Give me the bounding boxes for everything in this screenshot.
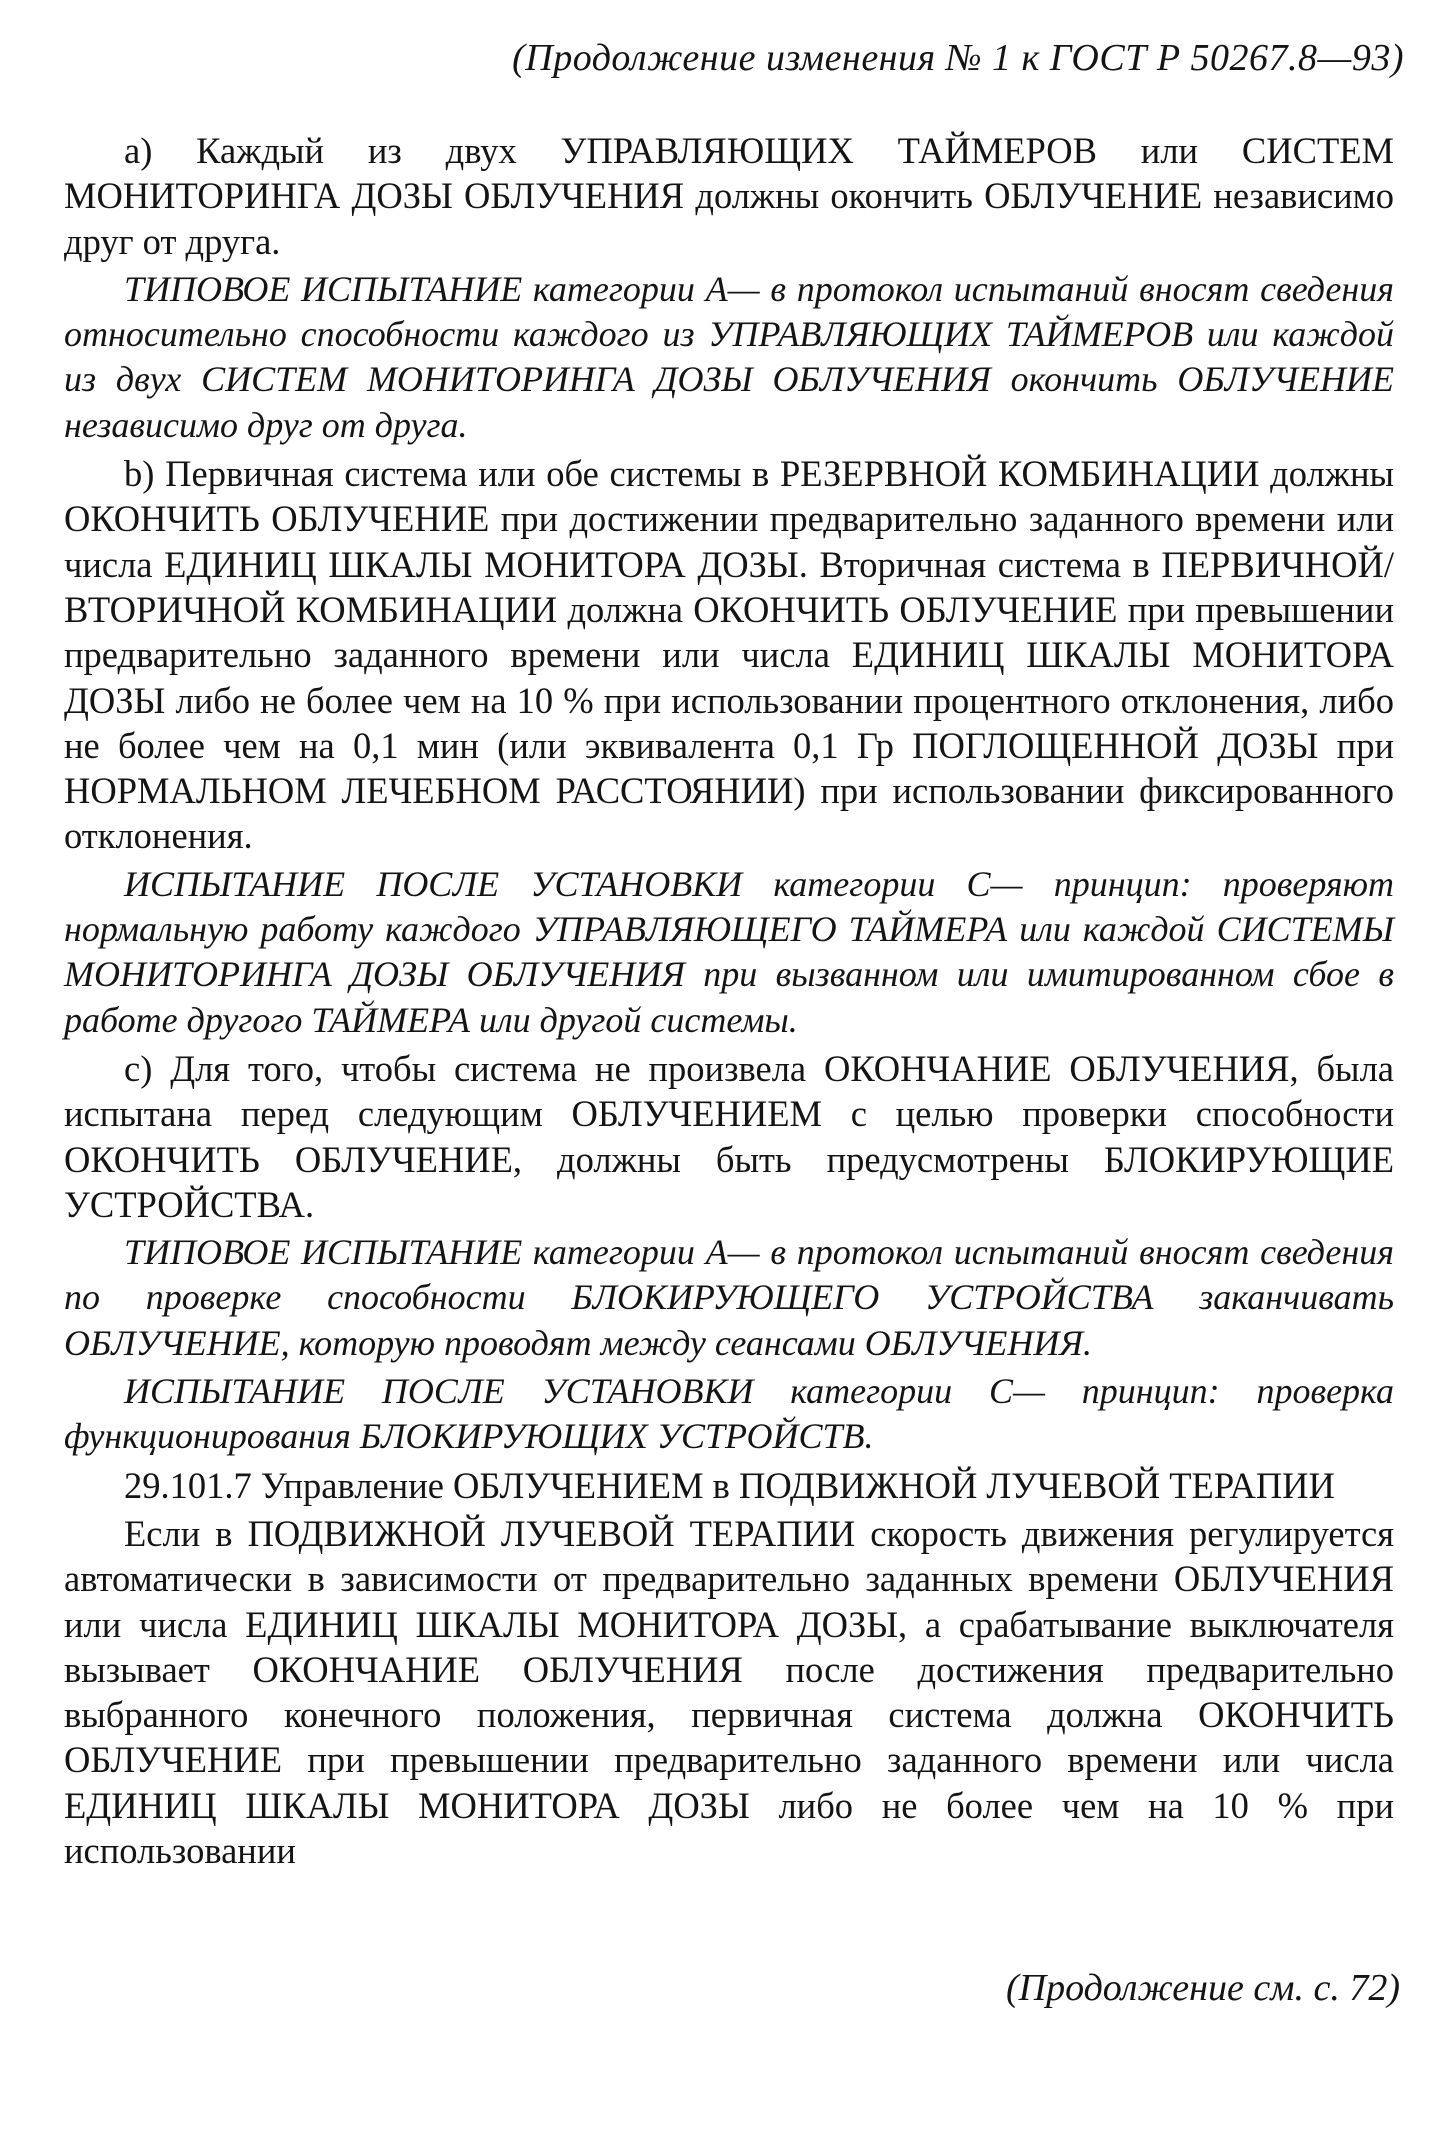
page-header-continuation: (Продолжение изменения № 1 к ГОСТ Р 50267.8—93) <box>512 37 1404 79</box>
paragraph-a: а) Каждый из двух УПРАВЛЯЮЩИХ ТАЙМЕРОВ или СИСТЕМ МОНИТОРИНГА ДОЗЫ ОБЛУЧЕНИЯ должны окончить ОБЛУЧЕНИЕ независимо друг от друга. <box>64 130 1394 262</box>
page-footer-continuation: (Продолжение см. с. 72) <box>1005 1967 1400 2009</box>
type-test-note-a: ТИПОВОЕ ИСПЫТАНИЕ категории А— в протокол испытаний вносят сведения относительно способности каждого из УПРАВЛЯЮЩИХ ТАЙМЕРОВ или каждой из двух СИСТЕМ МОНИТОРИНГА ДОЗЫ ОБЛУЧЕНИЯ окончить ОБЛУЧЕНИЕ независимо друг от друга. <box>64 268 1394 445</box>
paragraph-moving-therapy: Если в ПОДВИЖНОЙ ЛУЧЕВОЙ ТЕРАПИИ скорость движения регулируется автоматически в зависимости от предварительно заданных времени ОБЛУЧЕНИЯ или числа ЕДИНИЦ ШКАЛЫ МОНИТОРА ДОЗЫ, а срабатывание выключателя вызывает ОКОНЧАНИЕ ОБЛУЧЕНИЯ после достижения предварительно выбранного конечного положения, первичная система должна ОКОНЧИТЬ ОБЛУЧЕНИЕ при превышении предварительно заданного времени или числа ЕДИНИЦ ШКАЛЫ МОНИТОРА ДОЗЫ либо не более чем на 10 % при использовании <box>64 1512 1394 1871</box>
installation-test-note-b: ИСПЫТАНИЕ ПОСЛЕ УСТАНОВКИ категории С— принцип: проверяют нормальную работу каждого УПРАВЛЯЮЩЕГО ТАЙМЕРА или каждой СИСТЕМЫ МОНИТОРИНГА ДОЗЫ ОБЛУЧЕНИЯ при вызванном или имитированном сбое в работе другого ТАЙМЕРА или другой системы. <box>64 863 1394 1040</box>
installation-test-note-c: ИСПЫТАНИЕ ПОСЛЕ УСТАНОВКИ категории С— принцип: проверка функционирования БЛОКИРУЮЩИХ УСТРОЙСТВ. <box>64 1371 1394 1457</box>
paragraph-c: с) Для того, чтобы система не произвела ОКОНЧАНИЕ ОБЛУЧЕНИЯ, была испытана перед следующим ОБЛУЧЕНИЕМ с целью проверки способности ОКОНЧИТЬ ОБЛУЧЕНИЕ, должны быть предусмотрены БЛОКИРУЮЩИЕ УСТРОЙСТВА. <box>64 1047 1394 1225</box>
type-test-note-c: ТИПОВОЕ ИСПЫТАНИЕ категории А— в протокол испытаний вносят сведения по проверке способности БЛОКИРУЮЩЕГО УСТРОЙСТВА заканчивать ОБЛУЧЕНИЕ, которую проводят между сеансами ОБЛУЧЕНИЯ. <box>64 1232 1394 1363</box>
paragraph-b: b) Первичная система или обе системы в РЕЗЕРВНОЙ КОМБИНАЦИИ должны ОКОНЧИТЬ ОБЛУЧЕНИЕ при достижении предварительно заданного времени или числа ЕДИНИЦ ШКАЛЫ МОНИТОРА ДОЗЫ. Вторичная система в ПЕРВИЧНОЙ/ВТОРИЧНОЙ КОМБИНАЦИИ должна ОКОНЧИТЬ ОБЛУЧЕНИЕ при превышении предварительно заданного времени или числа ЕДИНИЦ ШКАЛЫ МОНИТОРА ДОЗЫ либо не более чем на 10 % при использовании процентного отклонения, либо не более чем на 0,1 мин (или эквивалента 0,1 Гр ПОГЛОЩЕННОЙ ДОЗЫ при НОРМАЛЬНОМ ЛЕЧЕБНОМ РАССТОЯНИИ) при использовании фиксированного отклонения. <box>64 453 1394 857</box>
document-body <box>64 128 1394 1876</box>
document-page <box>64 0 1404 2129</box>
section-heading-29-101-7: 29.101.7 Управление ОБЛУЧЕНИЕМ в ПОДВИЖНОЙ ЛУЧЕВОЙ ТЕРАПИИ <box>124 1464 1335 1506</box>
